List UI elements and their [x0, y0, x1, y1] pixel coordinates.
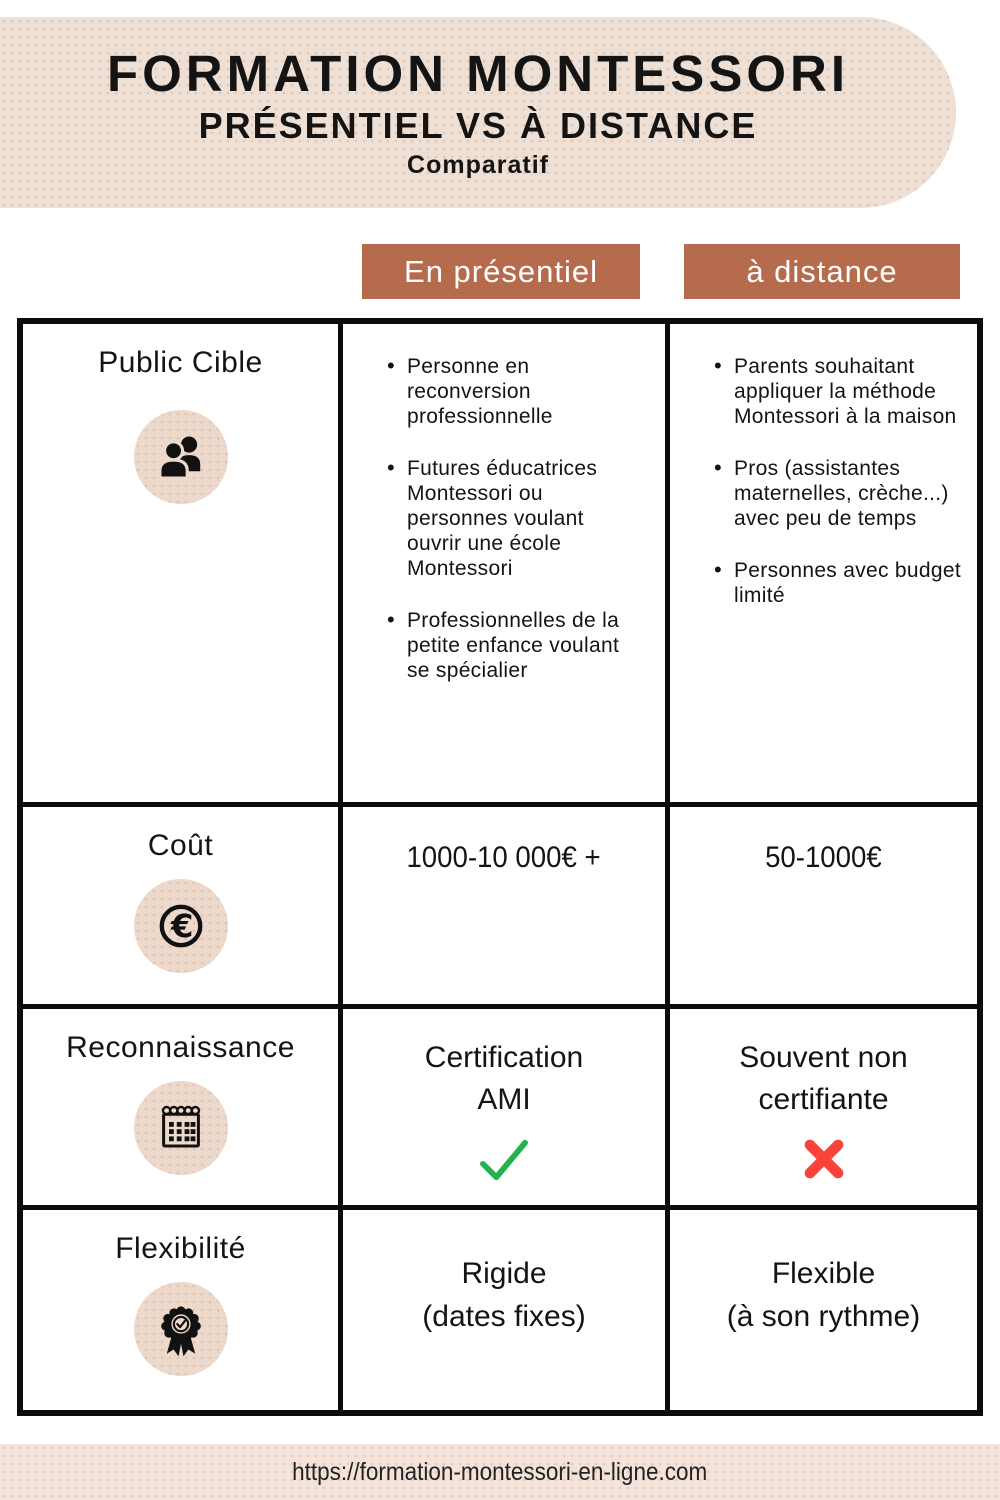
reconnaissance-presentiel-line2: AMI — [477, 1083, 531, 1116]
header-banner — [0, 17, 956, 208]
comparison-table — [17, 318, 983, 1416]
row-label-cell-flexibilite — [23, 1210, 338, 1410]
bullet-item: • Professionnelles de la petite enfance voulant se spécialier — [385, 608, 637, 683]
cell-flexibilite-distance — [670, 1210, 977, 1410]
cell-cout-presentiel — [343, 807, 665, 1004]
footer-url: https://formation-montessori-en-ligne.com — [292, 1457, 708, 1486]
euro-icon — [134, 879, 228, 973]
row-label-public-cible: Public Cible — [98, 346, 263, 379]
flexibilite-presentiel-line2: (dates fixes) — [422, 1300, 586, 1333]
bullet-item: • Futures éducatrices Montessori ou personnes voulant ouvrir une école Montessori — [385, 456, 637, 581]
award-icon — [134, 1282, 228, 1376]
bullet-item: • Pros (assistantes maternelles, crèche...) avec peu de temps — [712, 456, 963, 531]
cell-reconnaissance-presentiel — [343, 1009, 665, 1205]
column-header-presentiel — [362, 244, 640, 299]
row-label-cout: Coût — [147, 829, 214, 862]
cell-public-cible-distance — [670, 324, 977, 802]
row-label-cell-public-cible — [23, 324, 338, 802]
page-subtitle: PRÉSENTIEL VS À DISTANCE — [198, 104, 758, 146]
cross-icon — [802, 1137, 846, 1181]
flexibilite-distance-line2: (à son rythme) — [726, 1300, 921, 1333]
row-label-reconnaissance: Reconnaissance — [66, 1031, 295, 1064]
cout-presentiel-value: 1000-10 000€ + — [406, 841, 602, 874]
reconnaissance-distance-line2: certifiante — [758, 1083, 889, 1116]
bullet-list-presentiel — [385, 354, 637, 683]
cell-flexibilite-presentiel — [343, 1210, 665, 1410]
column-header-distance-label: à distance — [746, 253, 898, 289]
svg-text:€: € — [170, 907, 193, 946]
flexibilite-distance-line1: Flexible — [771, 1257, 876, 1290]
cout-distance-value: 50-1000€ — [765, 841, 882, 874]
column-header-distance — [684, 244, 960, 299]
bullet-item: • Personne en reconversion professionnelle — [385, 354, 637, 429]
bullet-item: • Personnes avec budget limité — [712, 558, 963, 608]
cell-reconnaissance-distance — [670, 1009, 977, 1205]
reconnaissance-presentiel-line1: Certification — [424, 1041, 584, 1074]
bullet-list-distance — [712, 354, 963, 608]
people-icon — [134, 410, 228, 504]
cell-public-cible-presentiel — [343, 324, 665, 802]
cell-cout-distance — [670, 807, 977, 1004]
row-label-cell-cout — [23, 807, 338, 1004]
check-icon — [475, 1137, 533, 1183]
page-tagline: Comparatif — [407, 150, 549, 179]
bullet-item: • Parents souhaitant appliquer la méthode Montessori à la maison — [712, 354, 963, 429]
calendar-icon — [134, 1081, 228, 1175]
page-title: FORMATION MONTESSORI — [106, 44, 850, 102]
row-label-cell-reconnaissance — [23, 1009, 338, 1205]
column-header-presentiel-label: En présentiel — [404, 253, 598, 289]
reconnaissance-distance-line1: Souvent non — [739, 1041, 908, 1074]
row-label-flexibilite: Flexibilité — [115, 1232, 246, 1265]
flexibilite-presentiel-line1: Rigide — [461, 1257, 547, 1290]
footer-bar — [0, 1444, 1000, 1500]
